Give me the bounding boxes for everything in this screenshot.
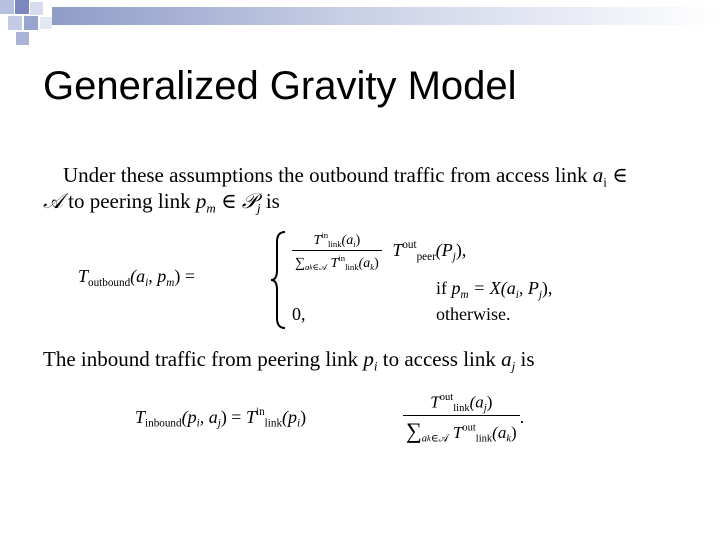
outbound-equation — [78, 228, 638, 333]
inbound-equation — [135, 392, 605, 452]
inbound-intro: The inbound traffic from peering link $p_i$ to access link $a_j$ is — [43, 347, 535, 374]
header-decoration — [0, 0, 720, 48]
outbound-case2-value: 0, — [292, 304, 306, 324]
outbound-lhs: $T_{outbound}(a_i$, $p_m$) = — [78, 266, 195, 289]
outbound-case1-condition: if $p_m = X(a_i$, $P_j$), — [436, 278, 553, 301]
outbound-case1-value: $\frac{T^{in}_{link}(a_i)}{\sum_ak_{\in 𝒜} T^{in}_{link}(a_k)}$ $T^{out}_{peer}(P_j)$, — [292, 230, 466, 273]
inbound-fraction: $\frac{T^{out}_{link}(a_j)}{\sum_ak_{\in 𝒜} T^{out}_{link}(a_k)}$ . — [403, 392, 524, 446]
slide-title: Generalized Gravity Model — [43, 64, 517, 108]
inbound-lhs: $T_{inbound}(p_i$, $a_j) = T^{in}_{link}(p_i)$ — [135, 406, 307, 430]
outbound-case2-condition: otherwise. — [436, 304, 511, 324]
outbound-intro-line2: 𝒜 to peering link $p_m$ ∈ 𝒫$_j$ is — [43, 189, 280, 216]
outbound-intro-line1: Under these assumptions the outbound traffic from access link $a_i$ ∈ — [63, 163, 628, 190]
left-brace — [270, 230, 288, 330]
